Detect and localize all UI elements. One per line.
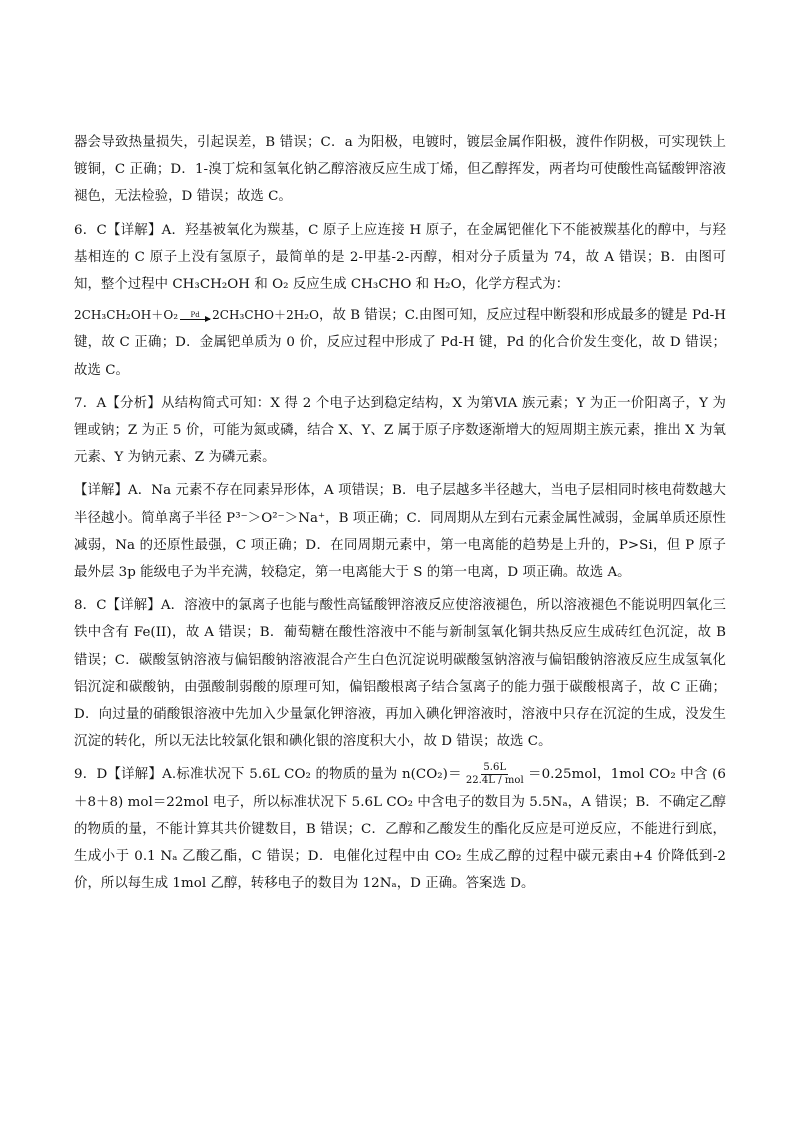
paragraph-q7-analysis: 7．A【分析】从结构简式可知：X 得 2 个电子达到稳定结构，X 为第ⅥA 族元素；Y 为正一价阳离子，Y 为锂或钠；Z 为正 5 价，可能为氮或磷，结合 X、Y、Z 属于原子序数逐渐增大的短周期主族元素，推出 X 为氧元素、Y 为钠元素、Z 为磷元素。	[74, 395, 726, 466]
paragraph-q6: 6．C【详解】A．羟基被氧化为羰基，C 原子上应连接 H 原子，在金属钯催化下不能被羰基化的醇中，与羟基相连的 C 原子上没有氢原子，最简单的是 2-甲基-2-丙醇，相对分子质量为 74，故 A 错误；B．由图可知，整个过程中 CH₃CH₂OH 和 O₂ 反应生成 CH₃CHO 和 H₂O，化学方程式为：	[74, 222, 726, 293]
equation-products: 2CH₃CHO＋2H₂O	[212, 308, 320, 323]
paragraph-q9	[74, 761, 726, 897]
paragraph-q8: 8．C【详解】A．溶液中的氯离子也能与酸性高锰酸钾溶液反应使溶液褪色，所以溶液褪色不能说明四氧化三铁中含有 Fe(II)，故 A 错误；B．葡萄糖在酸性溶液中不能与新制氢氧化铜共热反应生成砖红色沉淀，故 B 错误；C．碳酸氢钠溶液与偏铝酸钠溶液混合产生白色沉淀说明碳酸氢钠溶液与偏铝酸钠溶液反应生成氢氧化铝沉淀和碳酸钠，由强酸制弱酸的原理可知，偏铝酸根离子结合氢离子的能力强于碳酸根离子，故 C 正确；D．向过量的硝酸银溶液中先加入少量氯化钾溶液，再加入碘化钾溶液时，溶液中只存在沉淀的生成，没发生沉淀的转化，所以无法比较氯化银和碘化银的溶度积大小，故 D 错误；故选 C。	[74, 598, 726, 750]
paragraph-q6-end: 键，故 C 正确；D．金属钯单质为 0 价，反应过程中形成了 Pd-H 键，Pd 的化合价发生变化，故 D 错误；故选 C。	[74, 335, 726, 378]
equation-line-q6	[74, 302, 726, 329]
fraction-numerator: 5.6L	[483, 762, 507, 774]
fraction-denominator: 22.4L / mol	[465, 775, 524, 787]
fraction-moles	[464, 762, 526, 787]
paragraph-q7-detail: 【详解】A．Na 元素不存在同素异形体，A 项错误；B．电子层越多半径越大，当电子层相同时核电荷数越大半径越小。简单离子半径 P³⁻＞O²⁻＞Na⁺，B 项正确；C．同周期从左到右元素金属性减弱，金属单质还原性减弱，Na 的还原性最强，C 项正确；D．在同周期元素中，第一电离能的趋势是上升的，P>Si，但 P 原子最外层 3p 能级电子为半充满，较稳定，第一电离能大于 S 的第一电离，D 项正确。故选 A。	[74, 483, 726, 581]
paragraph-q5-continued: 器会导致热量损失，引起误差，B 错误；C．a 为阳极，电镀时，镀层金属作阳极，渡件作阴极，可实现铁上镀铜，C 正确；D．1-溴丁烷和氢氧化钠乙醇溶液反应生成丁烯，但乙醇挥发，两者均可使酸性高锰酸钾溶液褪色，无法检验，D 错误；故选 C。	[74, 135, 726, 205]
q9-result: ＝0.25mol，1mol CO₂ 中含 (6＋8＋8)	[74, 767, 726, 810]
q9-rest: mol＝22mol 电子，所以标准状况下 5.6L CO₂ 中含电子的数目为 5.5Nₐ，A 错误；B．不确定乙醇的物质的量，不能计算其共价键数目，B 错误；C．乙醇和乙酸发生的酯化反应是可逆反应，不能进行到底，生成小于 0.1 Nₐ 乙酸乙酯，C 错误；D．电催化过程中由 CO₂ 生成乙醇的过程中碳元素由+4 价降低到-2 价，所以每生成 1mol 乙醇，转移电子的数目为 12Nₐ，D 正确。答案选 D。	[74, 794, 727, 892]
answer-content	[74, 129, 726, 897]
catalyst-label: Pd	[190, 311, 200, 320]
equation-rest: ，故 B 错误；C.由图可知，反应过程中断裂和形成最多的键是 Pd-H	[319, 308, 726, 324]
reaction-arrow-icon	[180, 311, 210, 320]
equation-reactants: 2CH₃CH₂OH＋O₂	[74, 308, 179, 323]
q9-intro: 9．D【详解】A.标准状况下 5.6L CO₂ 的物质的量为 n(CO₂)＝	[74, 767, 462, 783]
